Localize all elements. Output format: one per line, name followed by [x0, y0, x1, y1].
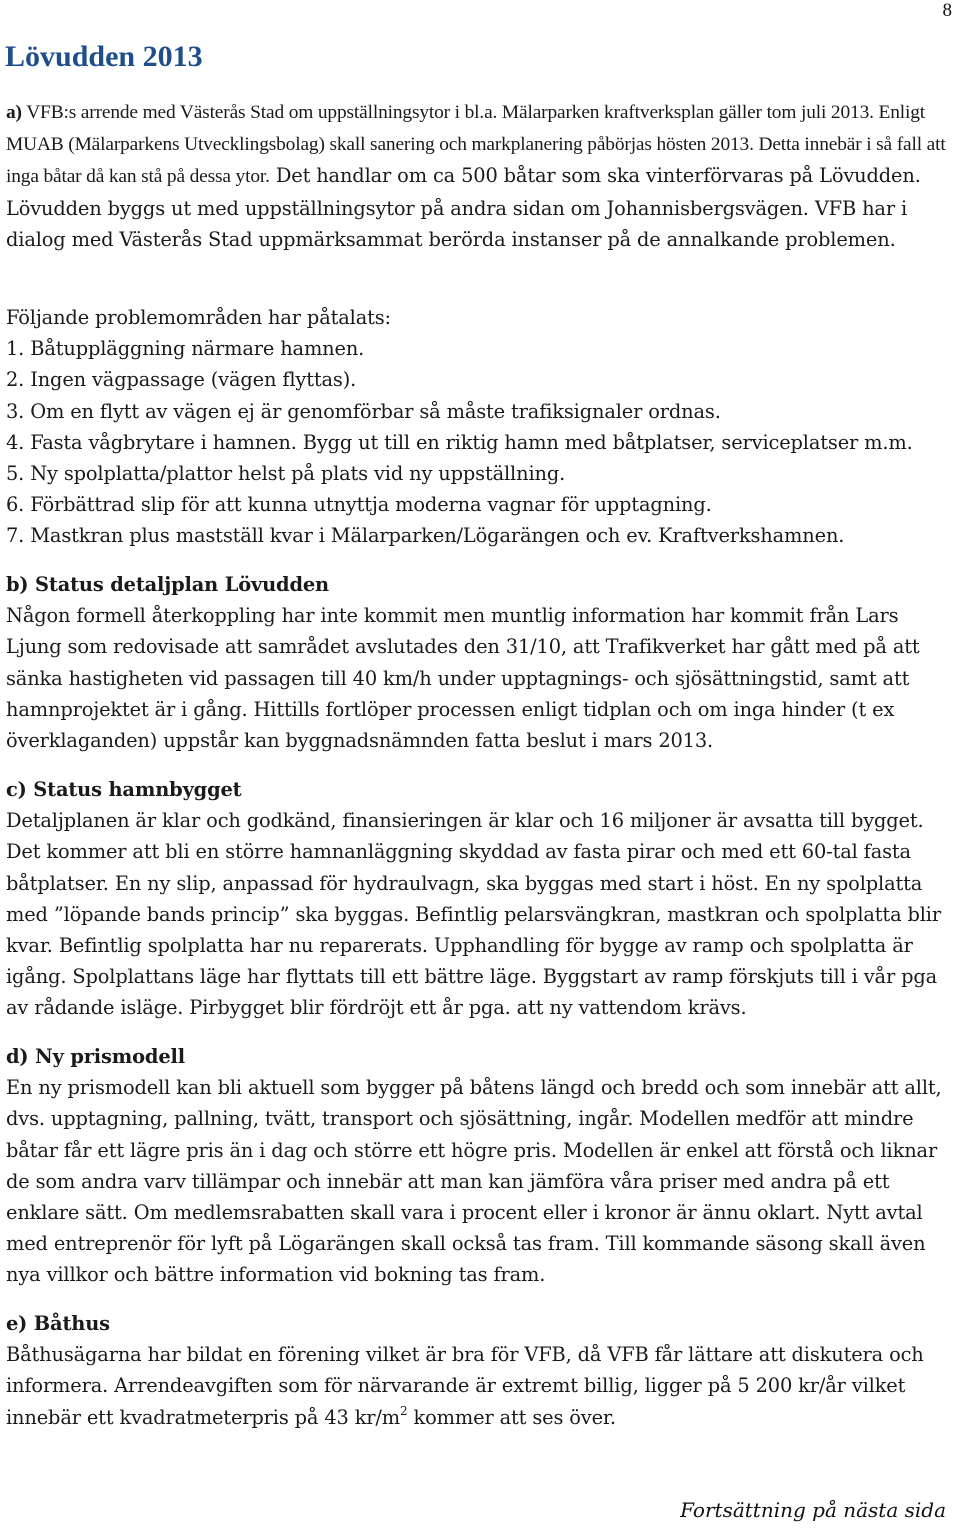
section-c	[6, 774, 956, 1024]
section-e-text-after: kommer att ses över.	[407, 1405, 616, 1429]
page-number: 8	[942, 0, 952, 21]
section-d-heading: d) Ny prismodell	[6, 1045, 185, 1068]
section-a	[6, 96, 956, 255]
problem-item: 2. Ingen vägpassage (vägen flyttas).	[6, 368, 357, 392]
problem-intro: Följande problemområden har påtalats:	[6, 306, 391, 329]
problem-item: 4. Fasta vågbrytare i hamnen. Bygg ut till en riktig hamn med båtplatser, serviceplatser m.m.	[6, 430, 913, 454]
section-a-text: Det handlar om ca 500 båtar som ska vinterförvaras på Lövudden. Lövudden byggs ut med uppställningsytor på andra sidan om Johannisbergsvägen. VFB har i dialog med Västerås Stad uppmärksammat berörda instanser på de annalkande problemen.	[6, 164, 921, 251]
section-e-text	[6, 1339, 956, 1433]
continuation-note: Fortsättning på nästa sida	[680, 1498, 946, 1522]
section-d	[6, 1041, 956, 1291]
section-c-heading: c) Status hamnbygget	[6, 778, 242, 801]
section-a-serif-text: VFB:s arrende med Västerås Stad om uppställningsytor i bl.a. Mälarparken kraftverksplan gäller tom juli 2013. Enligt MUAB (Mälarparkens Utvecklingsbolag) skall sanering och markplanering påbörjas hösten 2013. Detta innebär i så fall att inga båtar då kan stå på dessa ytor.	[6, 102, 946, 188]
section-d-text: En ny prismodell kan bli aktuell som bygger på båtens längd och bredd och som innebär att allt, dvs. upptagning, pallning, tvätt, transport och sjösättning, ingår. Modellen medför att mindre båtar får ett lägre pris än i dag och större ett högre pris. Modellen är enkel att förstå och liknar de som andra varv tillämpar och innebär att man kan jämföra våra priser med andra på ett enklare sätt. Om medlemsrabatten skall vara i procent eller i kronor är ännu oklart. Nytt avtal med entreprenör för lyft på Lögarängen skall också tas fram. Till kommande säsong skall även nya villkor och bättre information vid bokning tas fram.	[6, 1076, 942, 1287]
problem-item: 5. Ny spolplatta/plattor helst på plats vid ny uppställning.	[6, 462, 566, 486]
section-a-label: a)	[6, 102, 22, 123]
page-title: Lövudden 2013	[5, 40, 203, 73]
problem-list	[6, 302, 956, 552]
section-a-paragraph	[6, 96, 956, 255]
problem-item: 7. Mastkran plus mastställ kvar i Mälarparken/Lögarängen och ev. Kraftverkshamnen.	[6, 524, 845, 548]
section-e	[6, 1308, 956, 1433]
section-b-heading: b) Status detaljplan Lövudden	[6, 573, 329, 596]
section-e-text-before: Båthusägarna har bildat en förening vilket är bra för VFB, då VFB får lättare att diskutera och informera. Arrendeavgiften som för närvarande är extremt billig, ligger på 5 200 kr/år vilket innebär ett kvadratmeterpris på 43 kr/m	[6, 1343, 924, 1429]
section-b-text: Någon formell återkoppling har inte kommit men muntlig information har kommit från Lars Ljung som redovisade att samrådet avslutades den 31/10, att Trafikverket har gått med på att sänka hastigheten vid passagen till 40 km/h under upptagnings- och sjösättningstid, samt att hamnprojektet är i gång. Hittills fortlöper processen enligt tidplan och om inga hinder (t ex överklaganden) uppstår kan byggnadsnämnden fatta beslut i mars 2013.	[6, 604, 920, 753]
section-b	[6, 569, 956, 756]
section-c-text: Detaljplanen är klar och godkänd, finansieringen är klar och 16 miljoner är avsatta till bygget. Det kommer att bli en större hamnanläggning skyddad av fasta pirar och med ett 60-tal fasta båtplatser. En ny slip, anpassad för hydraulvagn, ska byggas med start i höst. En ny spolplatta med ”löpande bands princip” ska byggas. Befintlig pelarsvängkran, mastkran och spolplatta blir kvar. Befintlig spolplatta har nu reparerats. Upphandling för bygge av ramp och spolplatta är igång. Spolplattans läge har flyttats till ett bättre läge. Byggstart av ramp förskjuts till i vår pga av rådande isläge. Pirbygget blir fördröjt ett år pga. att ny vattendom krävs.	[6, 809, 941, 1020]
problem-item: 1. Båtuppläggning närmare hamnen.	[6, 337, 365, 361]
problem-item: 3. Om en flytt av vägen ej är genomförbar så måste trafiksignaler ordnas.	[6, 399, 721, 423]
section-e-heading: e) Båthus	[6, 1312, 110, 1335]
problem-item: 6. Förbättrad slip för att kunna utnyttja moderna vagnar för upptagning.	[6, 493, 712, 517]
superscript: 2	[400, 1403, 408, 1418]
